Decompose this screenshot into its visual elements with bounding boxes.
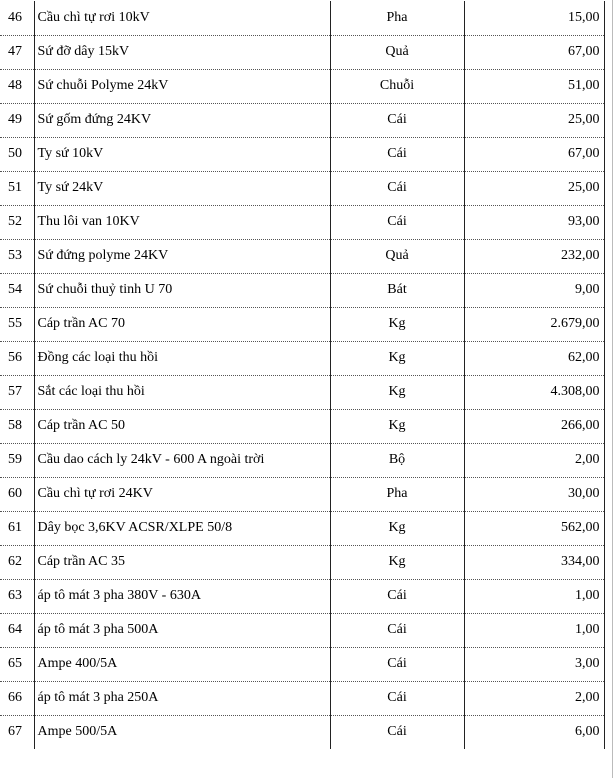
item-name-cell[interactable]: Cáp trần AC 70 [34, 307, 330, 341]
item-name-cell[interactable]: Sắt các loại thu hồi [34, 375, 330, 409]
table-row[interactable] [0, 137, 604, 171]
row-number-cell[interactable]: 62 [0, 545, 34, 579]
row-number-cell[interactable]: 63 [0, 579, 34, 613]
item-name-cell[interactable]: Sứ chuỗi thuỷ tinh U 70 [34, 273, 330, 307]
row-number-cell[interactable]: 55 [0, 307, 34, 341]
row-number-cell[interactable]: 49 [0, 103, 34, 137]
unit-cell[interactable]: Kg [330, 545, 464, 579]
table-row[interactable] [0, 69, 604, 103]
quantity-cell[interactable]: 1,00 [464, 613, 604, 647]
quantity-cell[interactable]: 93,00 [464, 205, 604, 239]
table-row[interactable] [0, 613, 604, 647]
unit-cell[interactable]: Kg [330, 511, 464, 545]
row-number-cell[interactable]: 46 [0, 1, 34, 35]
unit-cell[interactable]: Cái [330, 715, 464, 749]
item-name-cell[interactable]: Ty sứ 24kV [34, 171, 330, 205]
unit-cell[interactable]: Cái [330, 137, 464, 171]
item-name-cell[interactable]: Dây bọc 3,6KV ACSR/XLPE 50/8 [34, 511, 330, 545]
quantity-cell[interactable]: 2,00 [464, 681, 604, 715]
table-row[interactable] [0, 239, 604, 273]
unit-cell[interactable]: Kg [330, 341, 464, 375]
table-row[interactable] [0, 273, 604, 307]
row-number-cell[interactable]: 67 [0, 715, 34, 749]
row-number-cell[interactable]: 48 [0, 69, 34, 103]
row-number-cell[interactable]: 56 [0, 341, 34, 375]
table-row[interactable] [0, 35, 604, 69]
table-row[interactable] [0, 171, 604, 205]
item-name-cell[interactable]: Ampe 400/5A [34, 647, 330, 681]
quantity-cell[interactable]: 4.308,00 [464, 375, 604, 409]
item-name-cell[interactable]: Sứ chuỗi Polyme 24kV [34, 69, 330, 103]
item-name-cell[interactable]: Sứ gốm đứng 24KV [34, 103, 330, 137]
item-name-cell[interactable]: Ty sứ 10kV [34, 137, 330, 171]
quantity-cell[interactable]: 51,00 [464, 69, 604, 103]
item-name-cell[interactable]: Cầu chì tự rơi 10kV [34, 1, 330, 35]
unit-cell[interactable]: Cái [330, 171, 464, 205]
column-divider [612, 0, 613, 778]
quantity-cell[interactable]: 30,00 [464, 477, 604, 511]
item-name-cell[interactable]: Sứ đỡ dây 15kV [34, 35, 330, 69]
quantity-cell[interactable]: 15,00 [464, 1, 604, 35]
item-name-cell[interactable]: Cáp trần AC 35 [34, 545, 330, 579]
item-name-cell[interactable]: Sứ đứng polyme 24KV [34, 239, 330, 273]
quantity-cell[interactable]: 3,00 [464, 647, 604, 681]
unit-cell[interactable]: Cái [330, 103, 464, 137]
table-row[interactable] [0, 443, 604, 477]
quantity-cell[interactable]: 67,00 [464, 35, 604, 69]
unit-cell[interactable]: Bát [330, 273, 464, 307]
row-number-cell[interactable]: 64 [0, 613, 34, 647]
table-row[interactable] [0, 341, 604, 375]
row-number-cell[interactable]: 52 [0, 205, 34, 239]
item-name-cell[interactable]: áp tô mát 3 pha 500A [34, 613, 330, 647]
unit-cell[interactable]: Kg [330, 409, 464, 443]
unit-cell[interactable]: Pha [330, 1, 464, 35]
row-number-cell[interactable]: 59 [0, 443, 34, 477]
table-row[interactable] [0, 1, 604, 35]
table-row[interactable] [0, 103, 604, 137]
table-row[interactable] [0, 375, 604, 409]
table-row[interactable] [0, 681, 604, 715]
table-row[interactable] [0, 205, 604, 239]
table-row[interactable] [0, 511, 604, 545]
item-name-cell[interactable]: Cáp trần AC 50 [34, 409, 330, 443]
quantity-cell[interactable]: 2,00 [464, 443, 604, 477]
quantity-cell[interactable]: 67,00 [464, 137, 604, 171]
quantity-cell[interactable]: 2.679,00 [464, 307, 604, 341]
table-row[interactable] [0, 545, 604, 579]
item-name-cell[interactable]: Cầu dao cách ly 24kV - 600 A ngoài trời [34, 443, 330, 477]
table-row[interactable] [0, 409, 604, 443]
unit-cell[interactable]: Cái [330, 647, 464, 681]
item-name-cell[interactable]: áp tô mát 3 pha 380V - 630A [34, 579, 330, 613]
row-number-cell[interactable]: 47 [0, 35, 34, 69]
row-number-cell[interactable]: 50 [0, 137, 34, 171]
row-number-cell[interactable]: 61 [0, 511, 34, 545]
table-row[interactable] [0, 579, 604, 613]
quantity-cell[interactable]: 25,00 [464, 103, 604, 137]
quantity-cell[interactable]: 232,00 [464, 239, 604, 273]
unit-cell[interactable]: Cái [330, 613, 464, 647]
unit-cell[interactable]: Kg [330, 307, 464, 341]
unit-cell[interactable]: Kg [330, 375, 464, 409]
table-row[interactable] [0, 477, 604, 511]
quantity-cell[interactable]: 1,00 [464, 579, 604, 613]
quantity-cell[interactable]: 9,00 [464, 273, 604, 307]
table-row[interactable] [0, 647, 604, 681]
item-name-cell[interactable]: áp tô mát 3 pha 250A [34, 681, 330, 715]
item-name-cell[interactable]: Ampe 500/5A [34, 715, 330, 749]
quantity-cell[interactable]: 266,00 [464, 409, 604, 443]
row-number-cell[interactable]: 57 [0, 375, 34, 409]
quantity-cell[interactable]: 6,00 [464, 715, 604, 749]
materials-table [0, 1, 605, 749]
quantity-cell[interactable]: 25,00 [464, 171, 604, 205]
unit-cell[interactable]: Bộ [330, 443, 464, 477]
quantity-cell[interactable]: 562,00 [464, 511, 604, 545]
quantity-cell[interactable]: 62,00 [464, 341, 604, 375]
unit-cell[interactable]: Pha [330, 477, 464, 511]
row-number-cell[interactable]: 51 [0, 171, 34, 205]
row-number-cell[interactable]: 60 [0, 477, 34, 511]
unit-cell[interactable]: Quả [330, 35, 464, 69]
row-number-cell[interactable]: 65 [0, 647, 34, 681]
table-row[interactable] [0, 307, 604, 341]
unit-cell[interactable]: Cái [330, 205, 464, 239]
unit-cell[interactable]: Chuỗi [330, 69, 464, 103]
quantity-cell[interactable]: 334,00 [464, 545, 604, 579]
unit-cell[interactable]: Quả [330, 239, 464, 273]
item-name-cell[interactable]: Đồng các loại thu hồi [34, 341, 330, 375]
item-name-cell[interactable]: Thu lôi van 10KV [34, 205, 330, 239]
table-row[interactable] [0, 715, 604, 749]
unit-cell[interactable]: Cái [330, 579, 464, 613]
table-body [0, 1, 604, 749]
item-name-cell[interactable]: Cầu chì tự rơi 24KV [34, 477, 330, 511]
row-number-cell[interactable]: 54 [0, 273, 34, 307]
row-number-cell[interactable]: 66 [0, 681, 34, 715]
row-number-cell[interactable]: 53 [0, 239, 34, 273]
unit-cell[interactable]: Cái [330, 681, 464, 715]
row-number-cell[interactable]: 58 [0, 409, 34, 443]
